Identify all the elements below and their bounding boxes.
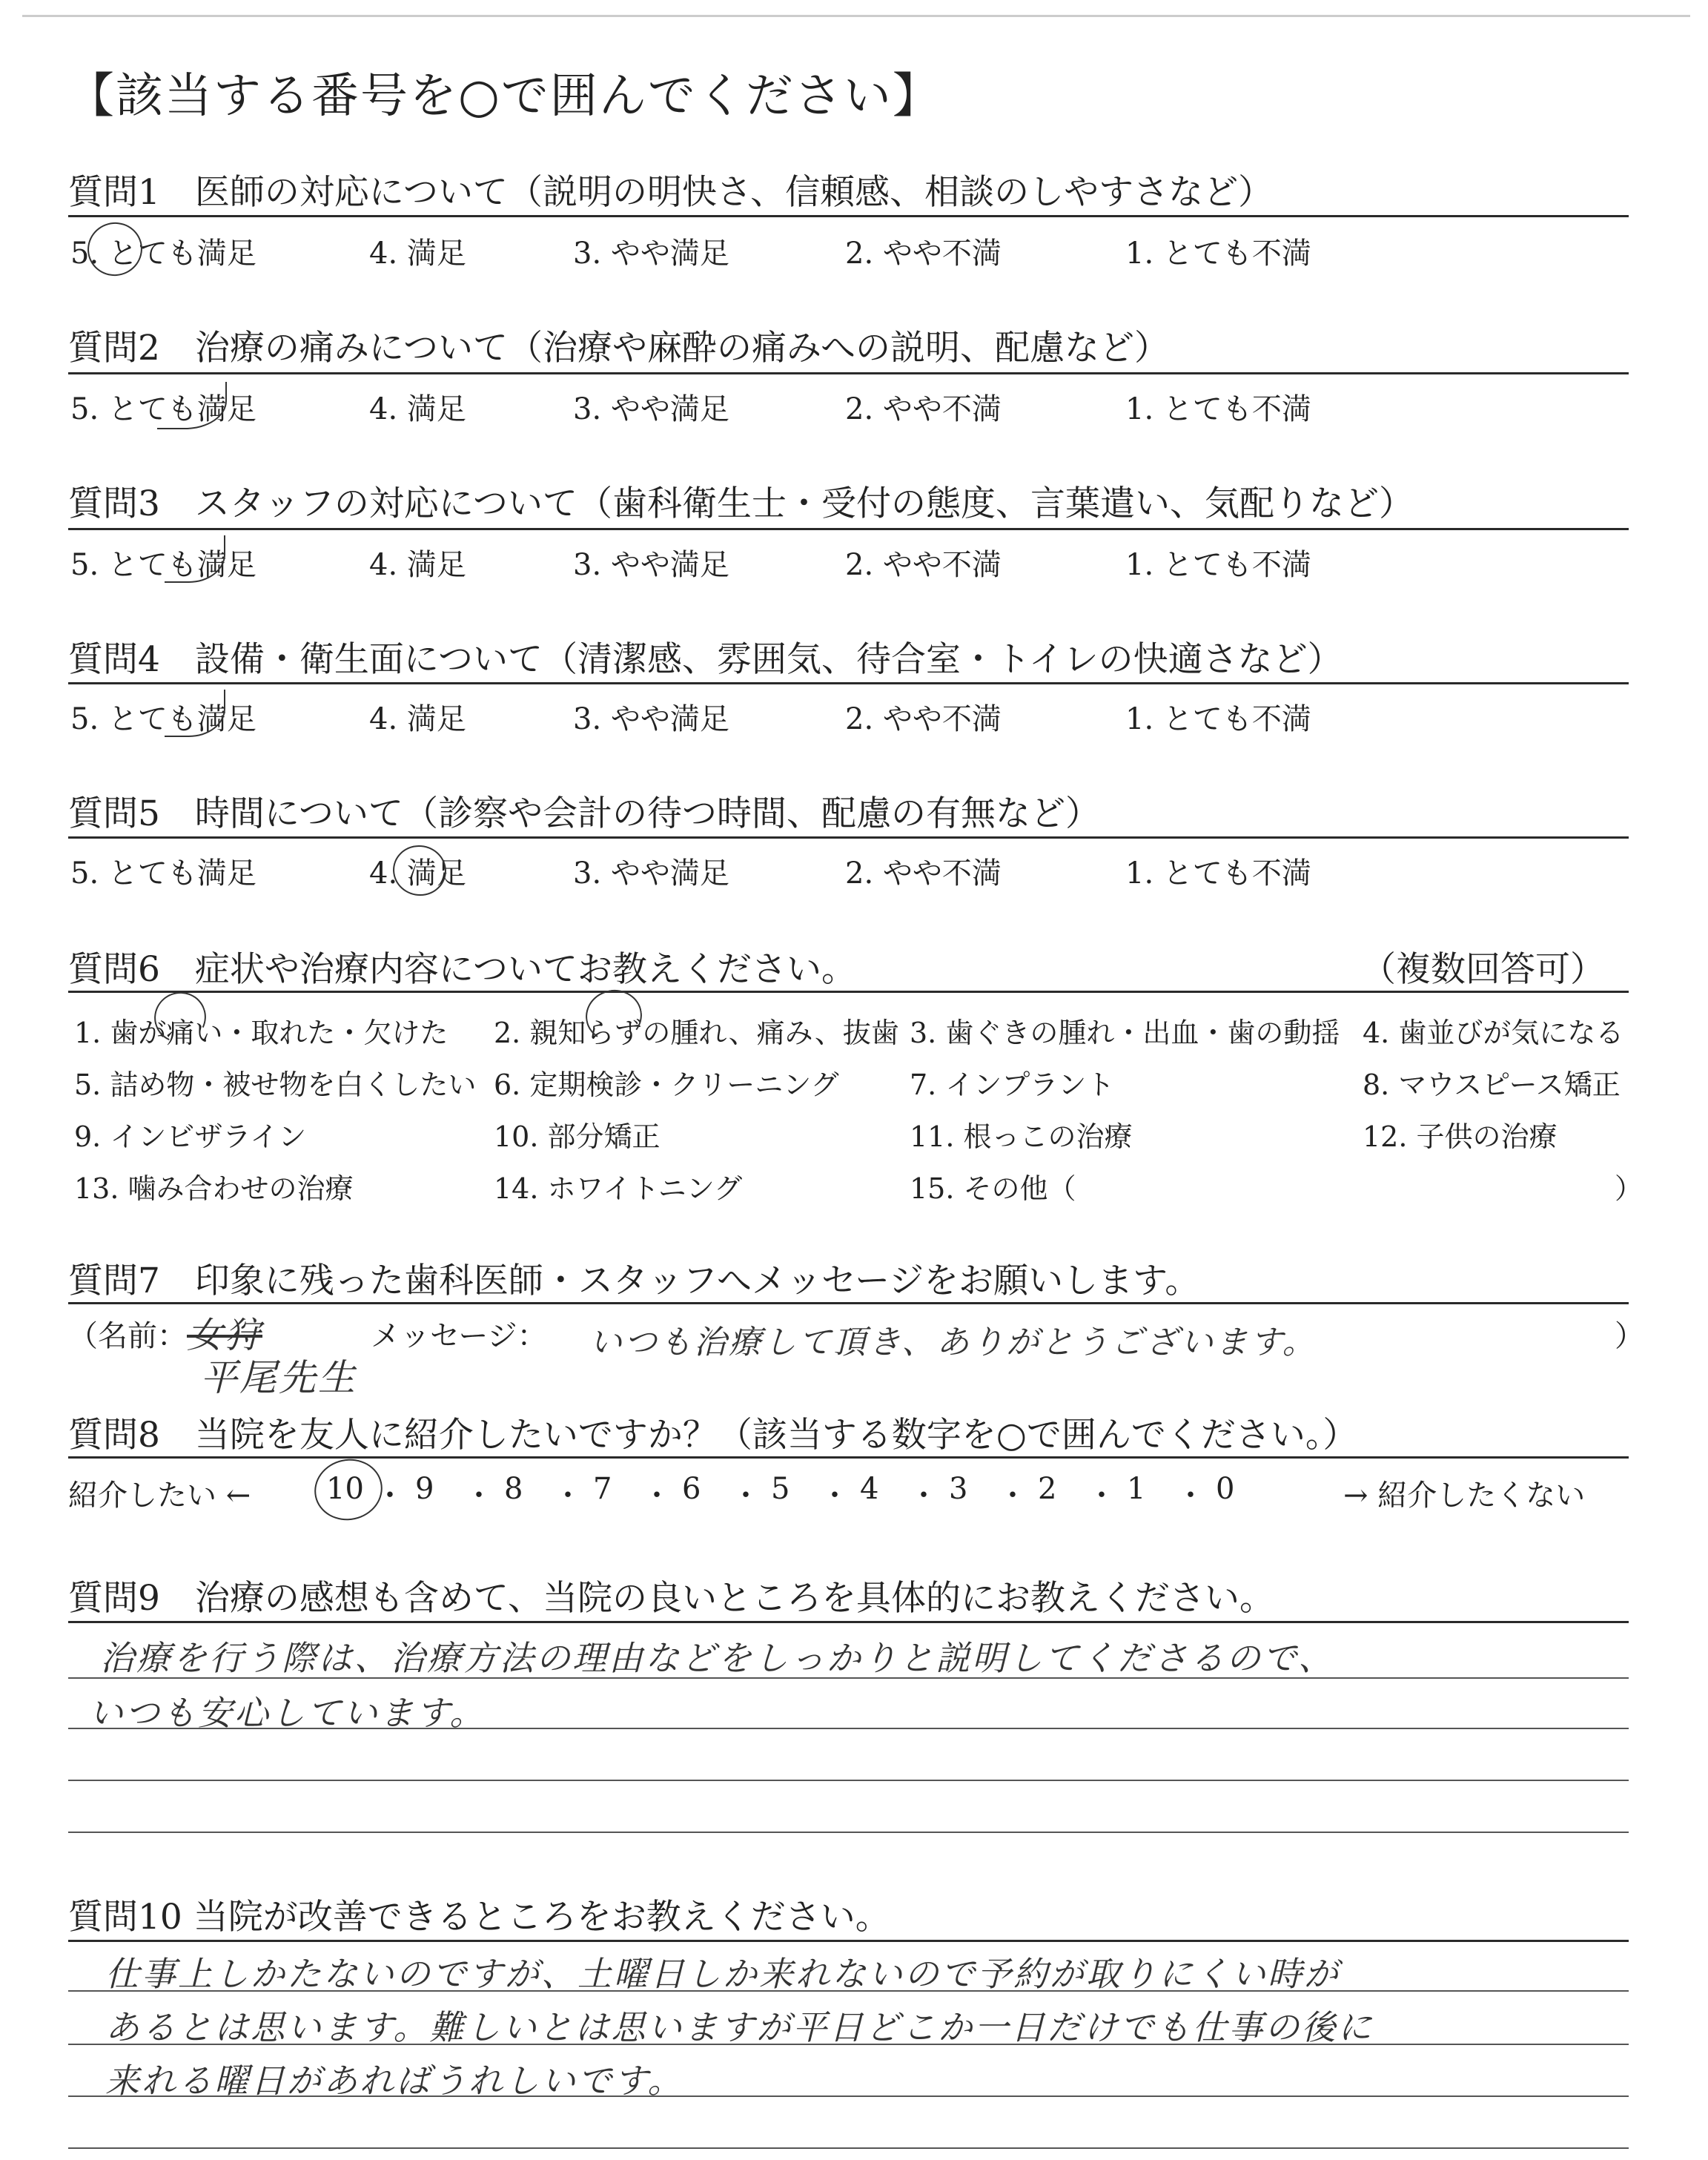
q4-option-2[interactable]: 2. やや不満 [845,702,1002,736]
q8-scale-separator: ・ [1087,1479,1116,1513]
page-top-border [22,15,1690,17]
q8-scale-separator: ・ [998,1479,1027,1513]
q3-rule [68,528,1629,530]
q6-item-4[interactable]: 4. 歯並びが気になる [1363,1017,1624,1049]
q8-rule [68,1456,1629,1459]
q7-name-handwritten[interactable]: 平尾先生 [200,1356,357,1399]
q6-note: （複数回答可） [1361,949,1605,990]
q3-title: 質問3 スタッフの対応について（歯科衛生士・受付の態度、言葉遣い、気配りなど） [68,483,1414,524]
q9-answer-line-1[interactable]: 治療を行う際は、治療方法の理由などをしっかりと説明してくださるので、 [100,1638,1335,1678]
q8-scale-value-4[interactable]: 4 [860,1472,879,1506]
q3-option-4[interactable]: 4. 満足 [369,548,466,582]
q8-scale-value-10[interactable]: 10 [326,1472,364,1506]
page-header: 【該当する番号を○で囲んでください】 [67,69,941,124]
q8-scale-value-6[interactable]: 6 [682,1472,701,1506]
q9-title: 質問9 治療の感想も含めて、当院の良いところを具体的にお教えください。 [68,1578,1274,1619]
q10-rule [68,1940,1629,1942]
q2-option-4[interactable]: 4. 満足 [369,392,466,426]
q1-option-3[interactable]: 3. やや満足 [573,237,729,271]
q9-line-4 [68,1832,1629,1833]
q8-scale-separator: ・ [642,1479,672,1513]
q2-rule [68,372,1629,374]
q8-scale-value-0[interactable]: 0 [1216,1472,1235,1506]
q7-rule [68,1302,1629,1304]
q6-item-8[interactable]: 8. マウスピース矯正 [1363,1069,1621,1101]
q6-item-2[interactable]: 2. 親知らずの腫れ、痛み、抜歯 [494,1017,899,1049]
q10-answer-line-3[interactable]: 来れる曜日があればうれしいです。 [105,2061,684,2101]
q4-option-5[interactable]: 5. とても満足 [70,702,256,736]
q1-option-1[interactable]: 1. とても不満 [1125,237,1311,271]
q6-rule [68,991,1629,993]
q5-title: 質問5 時間について（診察や会計の待つ時間、配慮の有無など） [68,793,1100,834]
q8-scale [326,1472,1320,1516]
q10-title: 質問10 当院が改善できるところをお教えください。 [68,1897,890,1938]
q3-option-5[interactable]: 5. とても満足 [70,548,256,582]
q2-option-1[interactable]: 1. とても不満 [1125,392,1311,426]
q2-option-3[interactable]: 3. やや満足 [573,392,729,426]
q8-left-label: 紹介したい ← [68,1479,251,1513]
q8-scale-value-3[interactable]: 3 [949,1472,968,1506]
q6-item-12[interactable]: 12. 子供の治療 [1363,1120,1558,1153]
q3-option-3[interactable]: 3. やや満足 [573,548,729,582]
q2-option-5[interactable]: 5. とても満足 [70,392,256,426]
q9-line-3 [68,1780,1629,1781]
q7-message-label: メッセージ： [371,1319,547,1353]
q4-title: 質問4 設備・衛生面について（清潔感、雰囲気、待合室・トイレの快適さなど） [68,639,1343,680]
q10-answer-line-1[interactable]: 仕事上しかたないのですが、土曜日しか来れないので予約が取りにくい時が [105,1954,1340,1994]
q4-option-1[interactable]: 1. とても不満 [1125,702,1311,736]
q6-item-3[interactable]: 3. 歯ぐきの腫れ・出血・歯の動揺 [910,1017,1340,1049]
q6-item-9[interactable]: 9. インビザライン [74,1120,307,1153]
q2-title: 質問2 治療の痛みについて（治療や麻酔の痛みへの説明、配慮など） [68,328,1170,369]
q8-scale-separator: ・ [1176,1479,1205,1513]
q3-option-2[interactable]: 2. やや不満 [845,548,1002,582]
q5-option-3[interactable]: 3. やや満足 [573,856,729,891]
q5-option-2[interactable]: 2. やや不満 [845,856,1002,891]
q4-option-3[interactable]: 3. やや満足 [573,702,729,736]
q7-title: 質問7 印象に残った歯科医師・スタッフへメッセージをお願いします。 [68,1261,1200,1301]
q4-rule [68,682,1629,684]
q8-right-label: → 紹介したくない [1343,1479,1586,1513]
q5-rule [68,836,1629,839]
q1-option-4[interactable]: 4. 満足 [369,237,466,271]
q8-scale-separator: ・ [820,1479,850,1513]
q6-item-7[interactable]: 7. インプラント [910,1069,1115,1101]
q8-scale-separator: ・ [553,1479,583,1513]
q2-option-2[interactable]: 2. やや不満 [845,392,1002,426]
q8-scale-value-9[interactable]: 9 [415,1472,434,1506]
q7-message-handwritten[interactable]: いつも治療して頂き、ありがとうございます。 [589,1324,1317,1361]
q9-answer-line-2[interactable]: いつも安心しています。 [89,1693,486,1733]
q3-option-1[interactable]: 1. とても不満 [1125,548,1311,582]
q8-scale-value-8[interactable]: 8 [504,1472,523,1506]
q1-selection-circle [82,217,148,283]
q6-item-6[interactable]: 6. 定期検診・クリーニング [494,1069,839,1101]
q6-item-1[interactable]: 1. 歯が痛い・取れた・欠けた [74,1017,448,1049]
q8-scale-value-7[interactable]: 7 [593,1472,612,1506]
q10-line-4 [68,2147,1629,2149]
q6-item-11[interactable]: 11. 根っこの治療 [910,1120,1133,1153]
q8-scale-separator: ・ [375,1479,405,1513]
q5-option-1[interactable]: 1. とても不満 [1125,856,1311,891]
q8-scale-value-1[interactable]: 1 [1127,1472,1146,1506]
q7-close-paren: ） [1615,1319,1644,1353]
q8-scale-value-5[interactable]: 5 [771,1472,790,1506]
q1-option-5[interactable]: 5. とても満足 [70,237,256,271]
q6-item-15-close: ） [1615,1172,1644,1205]
q5-option-5[interactable]: 5. とても満足 [70,856,256,891]
q8-scale-separator: ・ [464,1479,494,1513]
q9-rule [68,1621,1629,1623]
q7-name-struck: 女狩 [187,1315,263,1356]
q6-title: 質問6 症状や治療内容についてお教えください。 [68,949,856,990]
q5-option-4[interactable]: 4. 満足 [369,856,466,891]
q6-item-13[interactable]: 13. 噛み合わせの治療 [74,1172,354,1205]
q4-option-4[interactable]: 4. 満足 [369,702,466,736]
q10-answer-line-2[interactable]: あるとは思います。難しいとは思いますが平日どこか一日だけでも仕事の後に [105,2007,1374,2047]
q8-scale-separator: ・ [731,1479,761,1513]
q1-rule [68,215,1629,217]
q8-title: 質問8 当院を友人に紹介したいですか？（該当する数字を○で囲んでください。） [68,1415,1358,1456]
q6-item-10[interactable]: 10. 部分矯正 [494,1120,661,1153]
q8-scale-separator: ・ [909,1479,939,1513]
q6-item-14[interactable]: 14. ホワイトニング [494,1172,743,1205]
q6-item-15[interactable]: 15. その他（ [910,1172,1076,1205]
q1-option-2[interactable]: 2. やや不満 [845,237,1002,271]
q1-title: 質問1 医師の対応について（説明の明快さ、信頼感、相談のしやすさなど） [68,172,1274,213]
q6-item-5[interactable]: 5. 詰め物・被せ物を白くしたい [74,1069,477,1101]
q8-scale-value-2[interactable]: 2 [1038,1472,1057,1506]
q7-name-label: （名前： [68,1319,187,1353]
